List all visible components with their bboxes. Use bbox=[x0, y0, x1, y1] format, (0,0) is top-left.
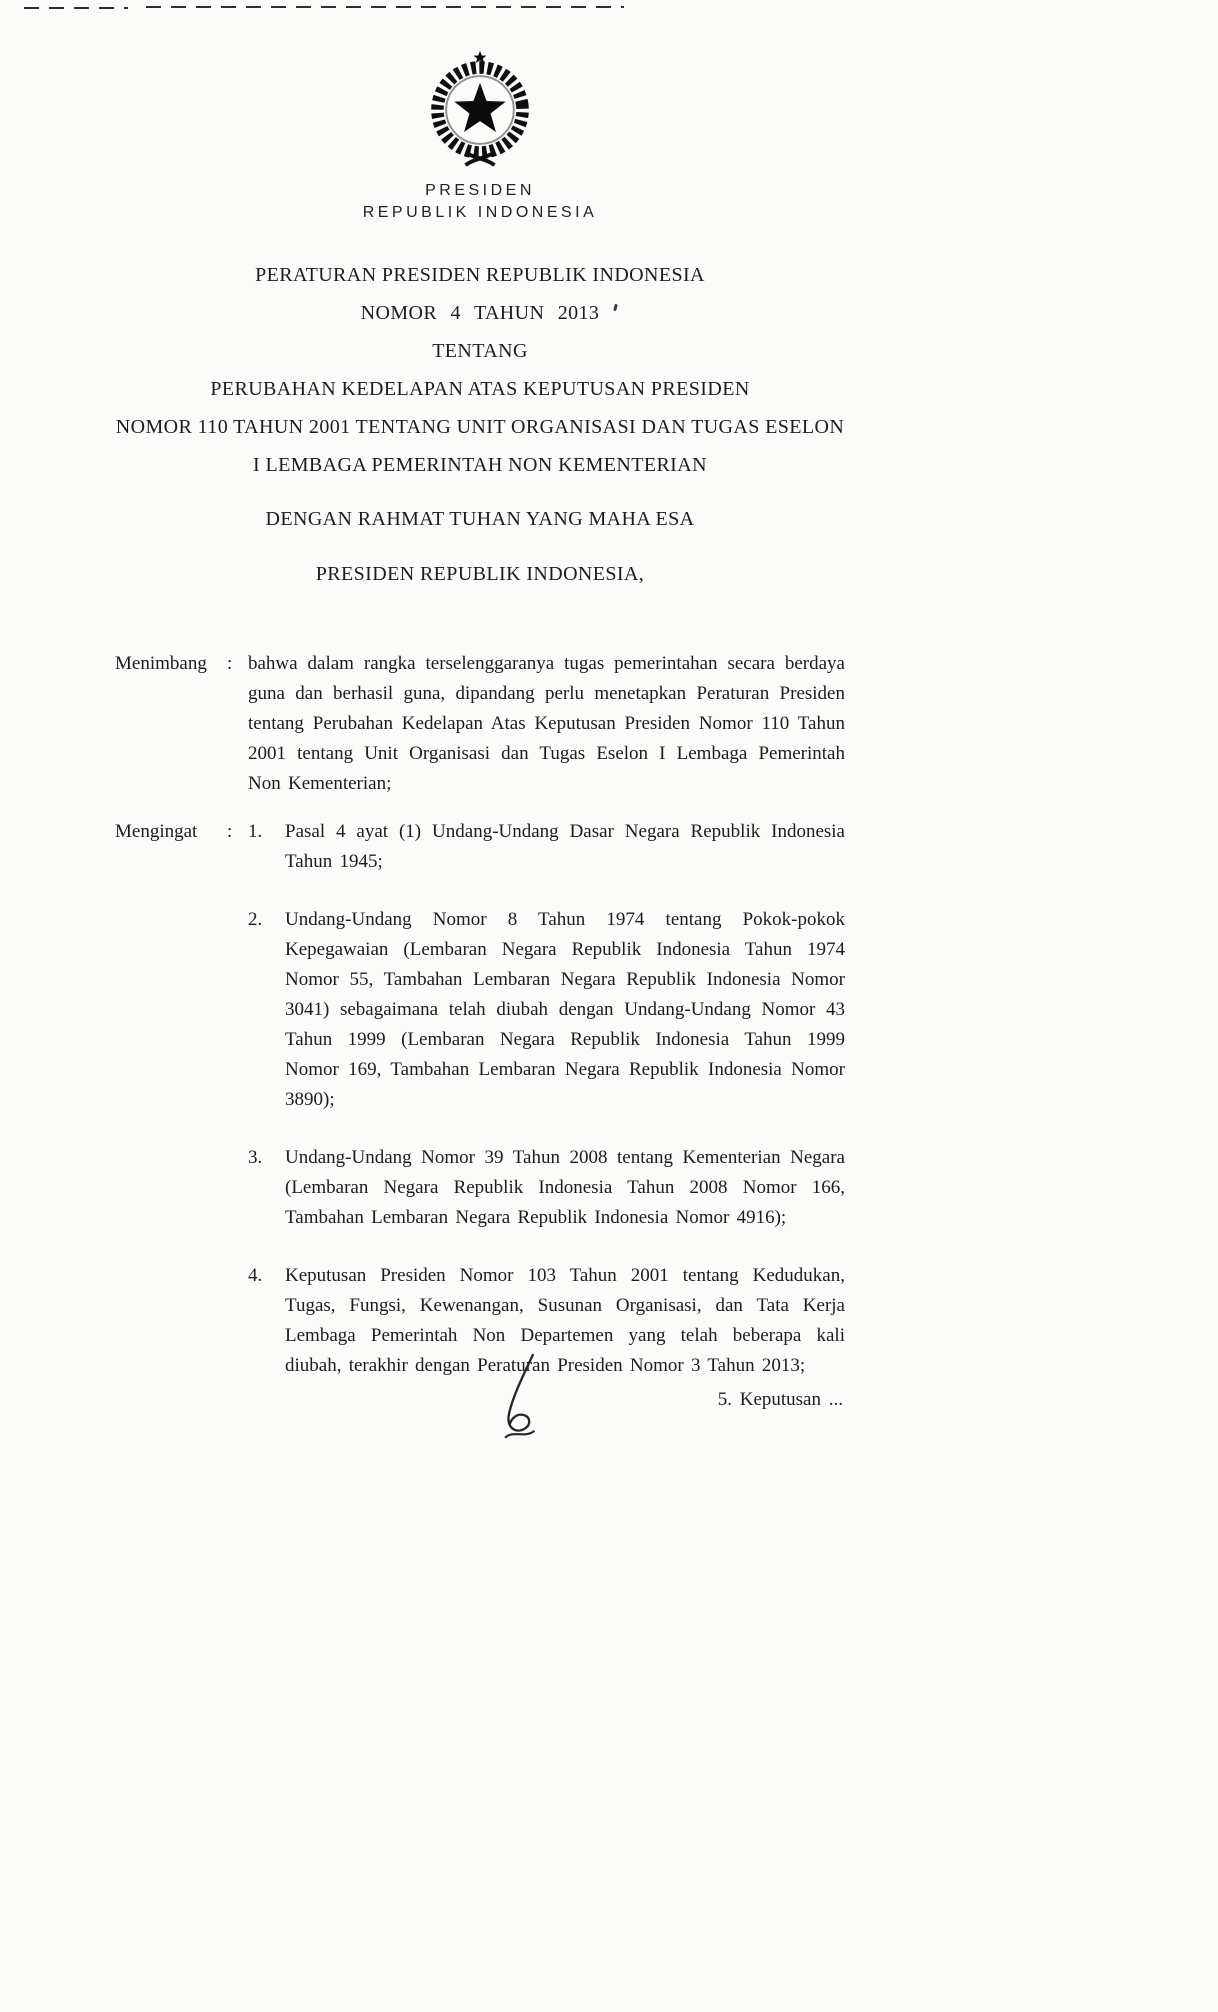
clause-label: Mengingat bbox=[115, 821, 198, 842]
item-number: 3. bbox=[248, 1147, 263, 1168]
letterhead-line-republik-indonesia: REPUBLIK INDONESIA bbox=[362, 204, 598, 221]
title-line-subject-3: I LEMBAGA PEMERINTAH NON KEMENTERIAN bbox=[253, 454, 707, 476]
regulation-title-block bbox=[115, 256, 845, 593]
title-enacting-authority: PRESIDEN REPUBLIK INDONESIA, bbox=[315, 563, 645, 585]
clause-label: Menimbang bbox=[115, 653, 207, 674]
presidential-seal-icon bbox=[115, 50, 845, 170]
clause-colon: : bbox=[227, 653, 233, 674]
page-content bbox=[115, 0, 845, 1415]
letterhead-line-presiden: PRESIDEN bbox=[425, 182, 535, 199]
title-line-subject-1: PERUBAHAN KEDELAPAN ATAS KEPUTUSAN PRESIDEN bbox=[210, 378, 750, 400]
clause-colon: : bbox=[227, 821, 233, 842]
handwritten-paraph-icon bbox=[498, 1352, 556, 1449]
clause-menimbang bbox=[115, 649, 845, 799]
item-number: 1. bbox=[248, 821, 263, 842]
item-text: Undang-Undang Nomor 39 Tahun 2008 tentang Kementerian Negara (Lembaran Negara Republik Indonesia Tahun 2008 Nomor 166, Tambahan Lembaran Negara Republik Indonesia Nomor 4916); bbox=[285, 1147, 845, 1228]
item-text: Undang-Undang Nomor 8 Tahun 1974 tentang Pokok-pokok Kepegawaian (Lembaran Negara Republik Indonesia Tahun 1974 Nomor 55, Tambahan Lembaran Negara Republik Indonesia Nomor 3041) sebagaimana telah diubah dengan Undang-Undang Nomor 43 Tahun 1999 (Lembaran Negara Republik Indonesia Tahun 1999 Nomor 169, Tambahan Lembaran Negara Republik Indonesia Nomor 3890); bbox=[285, 909, 845, 1110]
title-invocation: DENGAN RAHMAT TUHAN YANG MAHA ESA bbox=[265, 508, 695, 530]
scan-artifact-dashed-line bbox=[24, 7, 128, 9]
item-text: Keputusan Presiden Nomor 103 Tahun 2001 tentang Kedudukan, Tugas, Fungsi, Kewenangan, Susunan Organisasi, dan Tata Kerja Lembaga Pemerintah Non Departemen yang telah beberapa kali diubah, terakhir dengan Peraturan Presiden Nomor 3 Tahun 2013; bbox=[285, 1265, 845, 1376]
item-number: 4. bbox=[248, 1265, 263, 1286]
legal-basis-item bbox=[248, 1143, 845, 1233]
clause-mengingat bbox=[115, 817, 845, 1381]
item-text: Pasal 4 ayat (1) Undang-Undang Dasar Negara Republik Indonesia Tahun 1945; bbox=[285, 821, 845, 872]
catchword: 5. Keputusan ... bbox=[717, 1389, 843, 1410]
clause-menimbang-text: bahwa dalam rangka terselenggaranya tugas pemerintahan secara berdaya guna dan berhasil guna, dipandang perlu menetapkan Peraturan Presiden tentang Perubahan Kedelapan Atas Keputusan Presiden Nomor 110 Tahun 2001 tentang Unit Organisasi dan Tugas Eselon I Lembaga Pemerintah Non Kementerian; bbox=[248, 653, 845, 794]
title-line-tentang: TENTANG bbox=[432, 340, 528, 362]
legal-basis-list bbox=[248, 817, 845, 1381]
title-line-subject-2: NOMOR 110 TAHUN 2001 TENTANG UNIT ORGANISASI DAN TUGAS ESELON bbox=[115, 416, 845, 438]
title-line-number: NOMOR 4 TAHUN 2013 bbox=[360, 302, 600, 324]
letterhead bbox=[115, 0, 845, 224]
legal-basis-item bbox=[248, 905, 845, 1115]
title-line-regulation: PERATURAN PRESIDEN REPUBLIK INDONESIA bbox=[255, 264, 705, 286]
item-number: 2. bbox=[248, 909, 263, 930]
legal-basis-item bbox=[248, 817, 845, 877]
preamble-body bbox=[115, 649, 845, 1415]
